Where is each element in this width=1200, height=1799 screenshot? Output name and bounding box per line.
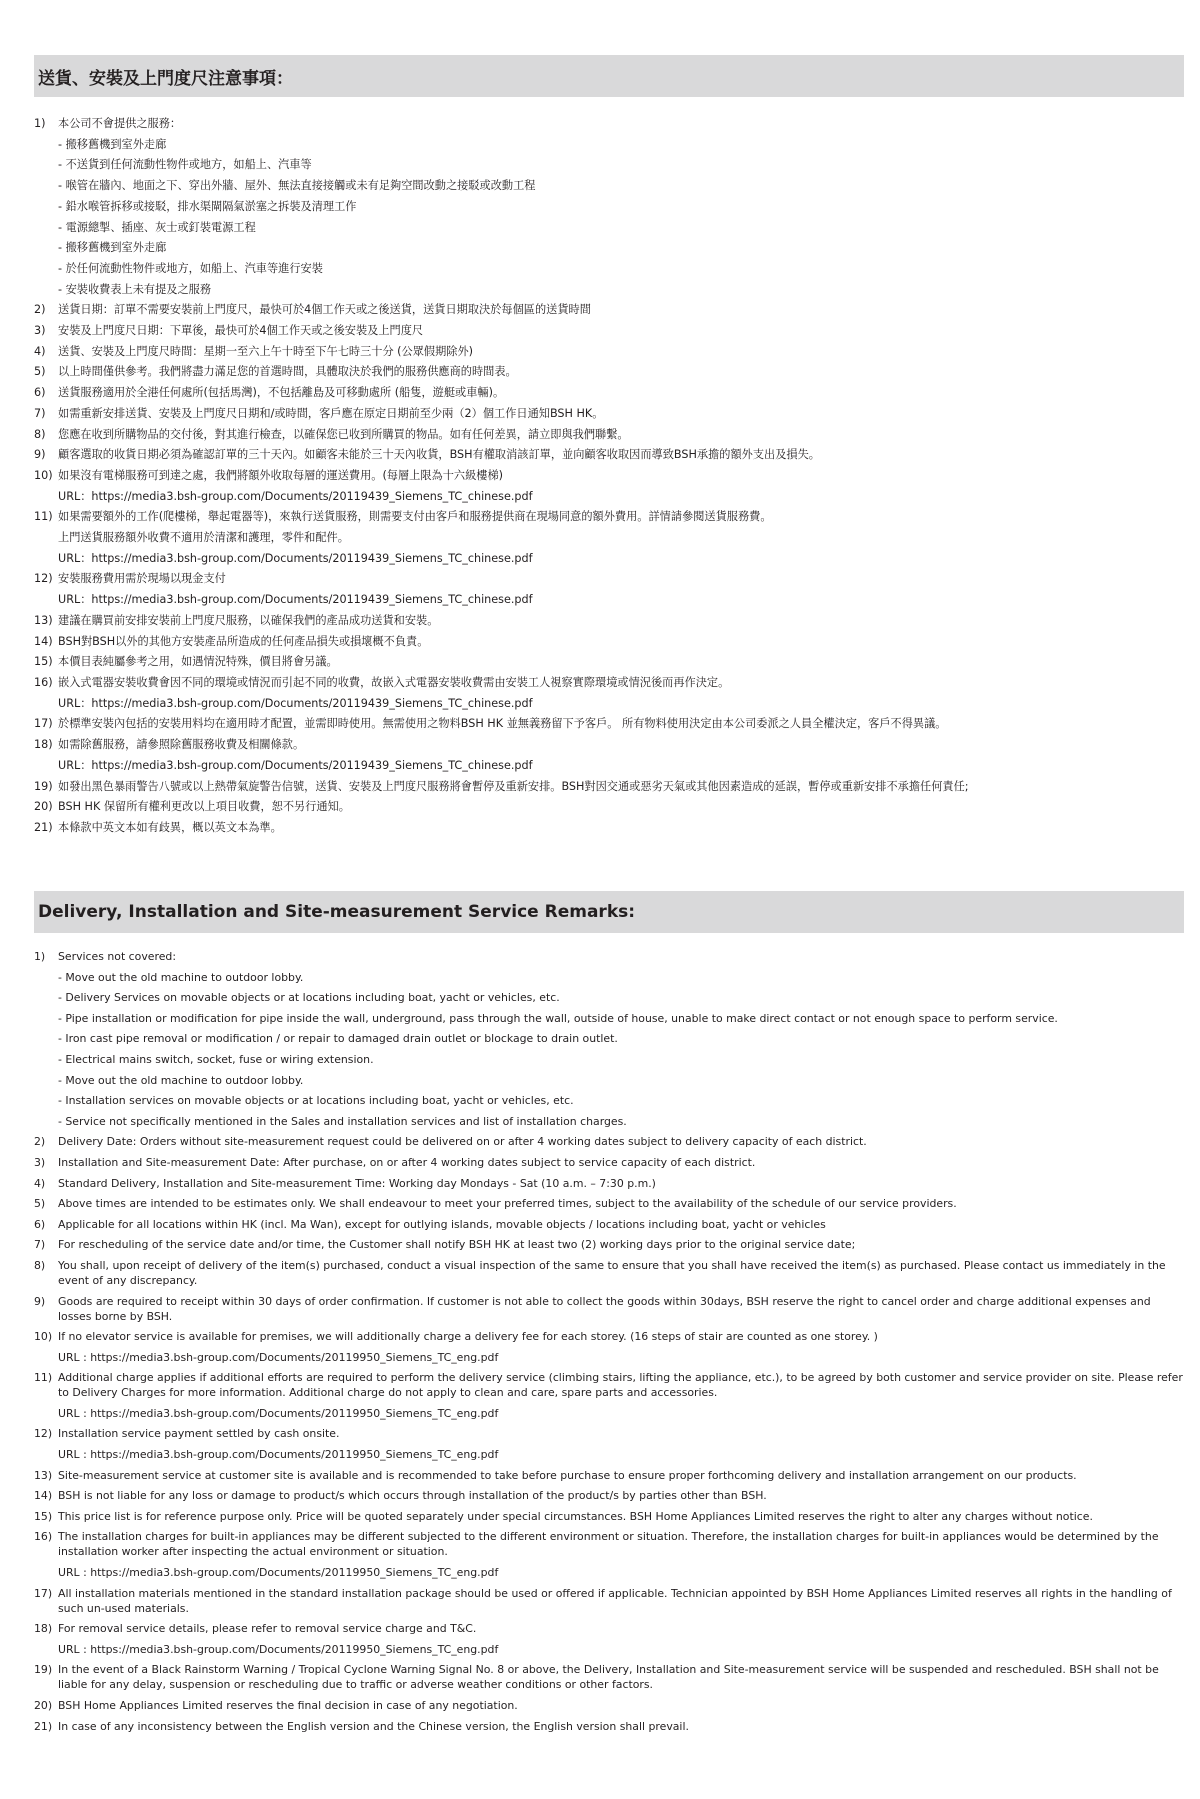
section-title: 送貨、安裝及上門度尺注意事項： <box>38 68 293 89</box>
list-item <box>34 970 1184 985</box>
list-item <box>34 445 1184 466</box>
list-item <box>34 1294 1184 1324</box>
item-text: URL：https://media3.bsh-group.com/Documents/20119439_Siemens_TC_chinese.pdf <box>58 758 533 772</box>
item-number: 3) <box>34 324 46 338</box>
list-item <box>34 176 1184 197</box>
list-item <box>34 1031 1184 1046</box>
item-text: 安裝及上門度尺日期：下單後，最快可於4個工作天或之後安裝及上門度尺 <box>58 324 424 338</box>
list-item <box>34 362 1184 383</box>
item-number: 1) <box>34 117 46 130</box>
list-item <box>34 1350 1184 1365</box>
section-header <box>34 55 1184 97</box>
list-item <box>34 735 1184 756</box>
item-text: URL : https://media3.bsh-group.com/Documents/20119950_Siemens_TC_eng.pdf <box>58 1448 499 1462</box>
item-number: 13) <box>34 613 53 627</box>
item-number <box>34 1093 58 1108</box>
item-text: - 搬移舊機到室外走廊 <box>58 241 167 255</box>
list-item <box>34 404 1184 425</box>
item-number: 7) <box>34 406 46 420</box>
list-item <box>34 611 1184 632</box>
list-item <box>34 1329 1184 1344</box>
item-number: 16) <box>34 1530 53 1544</box>
item-text: Applicable for all locations within HK (incl. Ma Wan), except for outlying islands, movable objects / locations including boat, yacht or vehicles <box>58 1217 826 1231</box>
item-number <box>34 1114 58 1129</box>
item-number: 16) <box>34 675 53 689</box>
item-text: In case of any inconsistency between the English version and the Chinese version, the English version shall prevail. <box>58 1719 689 1733</box>
section-header <box>34 891 1184 933</box>
list-item <box>34 1509 1184 1524</box>
remarks-list <box>34 114 1184 839</box>
list-item <box>34 1093 1184 1108</box>
item-number: 13) <box>34 1468 53 1482</box>
list-item <box>34 714 1184 735</box>
item-number: 5) <box>34 1197 46 1211</box>
item-number: 19) <box>34 1663 53 1677</box>
item-text: 嵌入式電器安裝收費會因不同的環境或情況而引起不同的收費，故嵌入式電器安裝收費需由安裝工人視察實際環境或情況後而再作決定。 <box>58 675 730 689</box>
item-text: 本價目表純屬參考之用，如遇情況特殊，價目將會另議。 <box>58 655 338 669</box>
item-text: - Electrical mains switch, socket, fuse or wiring extension. <box>58 1052 374 1066</box>
item-text: - 喉管在牆內、地面之下、穿出外牆、屋外、無法直接接觸或未有足夠空間改動之接駁或改動工程 <box>58 179 536 193</box>
item-text: - 安裝收費表上未有提及之服務 <box>58 282 212 296</box>
item-text: URL：https://media3.bsh-group.com/Documents/20119439_Siemens_TC_chinese.pdf <box>58 696 533 710</box>
list-item <box>34 949 1184 964</box>
list-item <box>34 990 1184 1005</box>
item-text: - Pipe installation or modification for pipe inside the wall, underground, pass through the wall, outside of house, unable to make direct contact or not enough space to perform service. <box>58 1011 1058 1025</box>
item-text: URL : https://media3.bsh-group.com/Documents/20119950_Siemens_TC_eng.pdf <box>58 1566 499 1580</box>
item-text: URL : https://media3.bsh-group.com/Documents/20119950_Siemens_TC_eng.pdf <box>58 1642 499 1656</box>
item-text: If no elevator service is available for premises, we will additionally charge a delivery fee for each storey. (16 steps of stair are counted as one storey. ) <box>58 1330 878 1344</box>
item-text: - Service not specifically mentioned in the Sales and installation services and list of installation charges. <box>58 1114 627 1128</box>
list-item <box>34 1237 1184 1252</box>
list-item <box>34 1134 1184 1149</box>
item-number <box>34 1031 58 1046</box>
item-text: Services not covered: <box>58 950 176 963</box>
item-text: BSH HK 保留所有權利更改以上項目收費，恕不另行通知。 <box>58 800 350 814</box>
list-item <box>34 259 1184 280</box>
item-text: 如需重新安排送貨、安裝及上門度尺日期和/或時間，客戶應在原定日期前至少兩（2）個工作日通知BSH HK。 <box>58 406 604 420</box>
list-item <box>34 487 1184 508</box>
list-item <box>34 466 1184 487</box>
item-number <box>34 218 58 239</box>
english-remarks-section <box>34 891 1184 1739</box>
item-text: This price list is for reference purpose only. Price will be quoted separately under special circumstances. BSH Home Appliances Limited reserves the right to alter any charges without notice. <box>58 1509 1093 1523</box>
item-number <box>34 197 58 218</box>
list-item <box>34 1468 1184 1483</box>
list-item <box>34 818 1184 839</box>
list-item <box>34 1529 1184 1559</box>
list-item <box>34 1258 1184 1288</box>
item-text: The installation charges for built-in appliances may be different subjected to the different environment or situation. Therefore, the installation charges for built-in appliances would be determined by the installation worker after inspecting the actual environment or situation. <box>58 1530 1159 1559</box>
item-number: 19) <box>34 779 53 793</box>
list-item <box>34 1426 1184 1441</box>
list-item <box>34 1447 1184 1462</box>
item-text: BSH is not liable for any loss or damage to product/s which occurs through installation of the product/s by parties other than BSH. <box>58 1489 767 1503</box>
item-text: 送貨日期：訂單不需要安裝前上門度尺，最快可於4個工作天或之後送貨，送貨日期取決於每個區的送貨時間 <box>58 303 591 317</box>
item-text: Site-measurement service at customer site is available and is recommended to take before purchase to ensure proper forthcoming delivery and installation arrangement on our products. <box>58 1468 1077 1482</box>
item-text: Installation service payment settled by cash onsite. <box>58 1427 340 1441</box>
item-text: BSH Home Appliances Limited reserves the final decision in case of any negotiation. <box>58 1699 518 1712</box>
list-item <box>34 1370 1184 1400</box>
list-item <box>34 777 1184 798</box>
list-item <box>34 632 1184 653</box>
item-number: 8) <box>34 1258 46 1272</box>
item-number: 10) <box>34 468 53 482</box>
list-item <box>34 114 1184 135</box>
item-number: 18) <box>34 738 53 752</box>
list-item <box>34 135 1184 156</box>
item-number: 4) <box>34 344 46 358</box>
item-text: 如果沒有電梯服務可到達之處，我們將額外收取每層的運送費用。(每層上限為十六級樓梯) <box>58 468 504 482</box>
item-number: 21) <box>34 1719 53 1733</box>
item-text: Installation and Site-measurement Date: After purchase, on or after 4 working dates subject to service capacity of each district. <box>58 1155 756 1169</box>
list-item <box>34 694 1184 715</box>
item-number: 2) <box>34 1135 46 1149</box>
item-number <box>34 1406 58 1421</box>
list-item <box>34 1406 1184 1421</box>
item-text: 於標準安裝內包括的安裝用料均在適用時才配置，並需即時使用。無需使用之物料BSH HK 並無義務留下予客戶。 所有物料使用決定由本公司委派之人員全權決定，客戶不得異議。 <box>58 717 947 731</box>
list-item <box>34 1114 1184 1129</box>
item-number <box>34 590 58 611</box>
item-number: 7) <box>34 1238 46 1252</box>
item-number: 20) <box>34 800 53 814</box>
item-number: 6) <box>34 386 46 400</box>
list-item <box>34 1565 1184 1580</box>
list-item <box>34 569 1184 590</box>
item-number <box>34 549 58 570</box>
item-text: 如發出黑色暴雨警告八號或以上熱帶氣旋警告信號，送貨、安裝及上門度尺服務將會暫停及重新安排。BSH對因交通或惡劣天氣或其他因素造成的延誤，暫停或重新安排不承擔任何責任; <box>58 779 969 793</box>
item-text: BSH對BSH以外的其他方安裝產品所造成的任何產品損失或損壞概不負責。 <box>58 634 429 648</box>
item-text: - 於任何流動性物件或地方，如船上、汽車等進行安裝 <box>58 261 323 275</box>
item-number: 14) <box>34 1489 53 1503</box>
item-number <box>34 528 58 549</box>
item-text: You shall, upon receipt of delivery of the item(s) purchased, conduct a visual inspection of the same to ensure that you shall have received the item(s) as purchased. Please contact us immediately in the event of any discrepancy. <box>58 1258 1166 1287</box>
item-number <box>34 487 58 508</box>
chinese-remarks-section <box>34 55 1184 839</box>
item-text: - 不送貨到任何流動性物件或地方，如船上、汽車等 <box>58 158 312 172</box>
list-item <box>34 280 1184 301</box>
list-item <box>34 1488 1184 1503</box>
item-number: 10) <box>34 1330 53 1344</box>
item-number <box>34 1447 58 1462</box>
remarks-list <box>34 949 1184 1734</box>
item-number <box>34 155 58 176</box>
list-item <box>34 797 1184 818</box>
list-item <box>34 1642 1184 1657</box>
item-number <box>34 176 58 197</box>
item-number: 8) <box>34 427 46 441</box>
item-text: URL : https://media3.bsh-group.com/Documents/20119950_Siemens_TC_eng.pdf <box>58 1406 499 1420</box>
item-text: URL : https://media3.bsh-group.com/Documents/20119950_Siemens_TC_eng.pdf <box>58 1350 499 1364</box>
item-number <box>34 1565 58 1580</box>
list-item <box>34 1662 1184 1692</box>
list-item <box>34 590 1184 611</box>
item-number: 11) <box>34 1371 53 1385</box>
item-text: Additional charge applies if additional efforts are required to perform the delivery service (climbing stairs, lifting the appliance, etc.), to be agreed by both customer and service provider on site. Please refer to Delivery Charges for more information. Additional charge do not apply to clean and care, spare parts and accessories. <box>58 1371 1183 1400</box>
list-item <box>34 321 1184 342</box>
item-number: 17) <box>34 717 53 731</box>
item-text: 本條款中英文本如有歧異，概以英文本為準。 <box>58 820 282 834</box>
list-item <box>34 218 1184 239</box>
item-text: 送貨、安裝及上門度尺時間：星期一至六上午十時至下午七時三十分 (公眾假期除外) <box>58 344 474 358</box>
item-number: 3) <box>34 1155 46 1169</box>
item-text: - Move out the old machine to outdoor lobby. <box>58 1073 304 1087</box>
item-text: 如果需要額外的工作(爬樓梯，舉起電器等)，來執行送貨服務，則需要支付由客戶和服務提供商在現場同意的額外費用。詳情請參閱送貨服務費。 <box>58 510 772 524</box>
list-item <box>34 756 1184 777</box>
item-number: 12) <box>34 572 53 586</box>
item-text: URL：https://media3.bsh-group.com/Documents/20119439_Siemens_TC_chinese.pdf <box>58 551 533 565</box>
item-number: 5) <box>34 365 46 379</box>
item-number: 17) <box>34 1586 53 1600</box>
list-item <box>34 238 1184 259</box>
item-text: - Installation services on movable objects or at locations including boat, yacht or vehicles, etc. <box>58 1094 574 1108</box>
list-item <box>34 1155 1184 1170</box>
item-text: Standard Delivery, Installation and Site-measurement Time: Working day Mondays - Sat (10 a.m. – 7:30 p.m.) <box>58 1176 656 1190</box>
item-number: 14) <box>34 634 53 648</box>
list-item <box>34 673 1184 694</box>
item-number: 9) <box>34 448 46 462</box>
item-text: - 鉛水喉管拆移或接駁，排水渠閘隔氣淤塞之拆裝及清理工作 <box>58 199 357 213</box>
item-text: - 電源總掣、插座、灰士或釘裝電源工程 <box>58 220 256 234</box>
item-text: For removal service details, please refer to removal service charge and T&C. <box>58 1622 477 1636</box>
section-title: Delivery, Installation and Site-measurement Service Remarks: <box>38 902 636 922</box>
list-item <box>34 1698 1184 1713</box>
item-text: - 搬移舊機到室外走廊 <box>58 137 167 151</box>
item-number <box>34 238 58 259</box>
item-text: - Delivery Services on movable objects or at locations including boat, yacht or vehicles, etc. <box>58 991 560 1005</box>
list-item <box>34 300 1184 321</box>
item-text: 送貨服務適用於全港任何處所(包括馬灣)，不包括離島及可移動處所 (船隻，遊艇或車輛)。 <box>58 386 505 400</box>
item-text: Goods are required to receipt within 30 days of order confirmation. If customer is not able to collect the goods within 30days, BSH reserve the right to cancel order and charge additional expenses and losses borne by BSH. <box>58 1294 1151 1323</box>
item-text: Delivery Date: Orders without site-measurement request could be delivered on or after 4 working dates subject to delivery capacity of each district. <box>58 1135 867 1149</box>
item-number: 20) <box>34 1699 53 1712</box>
item-number: 1) <box>34 950 46 963</box>
item-text: - Move out the old machine to outdoor lobby. <box>58 970 304 984</box>
list-item <box>34 425 1184 446</box>
item-text: For rescheduling of the service date and/or time, the Customer shall notify BSH HK at least two (2) working days prior to the original service date; <box>58 1238 856 1252</box>
item-text: URL：https://media3.bsh-group.com/Documents/20119439_Siemens_TC_chinese.pdf <box>58 593 533 607</box>
list-item <box>34 1586 1184 1616</box>
list-item <box>34 1176 1184 1191</box>
item-text: - Iron cast pipe removal or modification / or repair to damaged drain outlet or blockage to drain outlet. <box>58 1032 618 1046</box>
item-number <box>34 280 58 301</box>
item-number: 2) <box>34 303 46 317</box>
item-text: Above times are intended to be estimates only. We shall endeavour to meet your preferred times, subject to the availability of the schedule of our service providers. <box>58 1197 957 1211</box>
item-number <box>34 756 58 777</box>
item-number <box>34 694 58 715</box>
item-number <box>34 1011 58 1026</box>
item-number: 4) <box>34 1176 46 1190</box>
item-number <box>34 1642 58 1657</box>
list-item <box>34 342 1184 363</box>
item-number <box>34 1073 58 1088</box>
list-item <box>34 1217 1184 1232</box>
item-number: 18) <box>34 1622 53 1636</box>
list-item <box>34 507 1184 528</box>
item-number: 11) <box>34 510 53 524</box>
item-number <box>34 1052 58 1067</box>
item-number: 15) <box>34 1509 53 1523</box>
list-item <box>34 1719 1184 1734</box>
item-number: 9) <box>34 1294 46 1308</box>
item-number: 21) <box>34 820 53 834</box>
item-text: All installation materials mentioned in the standard installation package should be used or offered if applicable. Technician appointed by BSH Home Appliances Limited reserves all rights in the handling of such un-used materials. <box>58 1586 1172 1615</box>
item-text: 以上時間僅供參考。我們將盡力滿足您的首選時間，具體取決於我們的服務供應商的時間表。 <box>58 365 517 379</box>
item-number <box>34 990 58 1005</box>
list-item <box>34 652 1184 673</box>
item-text: 您應在收到所購物品的交付後，對其進行檢查，以確保您已收到所購買的物品。如有任何差異，請立即與我們聯繫。 <box>58 427 629 441</box>
item-text: 如需除舊服務，請參照除舊服務收費及相關條款。 <box>58 738 305 752</box>
item-text: 顧客選取的收貨日期必須為確認訂單的三十天內。如顧客未能於三十天內收貨，BSH有權取消該訂單，並向顧客收取因而導致BSH承擔的額外支出及損失。 <box>58 448 820 462</box>
item-number <box>34 1350 58 1365</box>
list-item <box>34 1196 1184 1211</box>
list-item <box>34 1011 1184 1026</box>
list-item <box>34 1052 1184 1067</box>
item-text: 上門送貨服務額外收費不適用於清潔和護理，零件和配件。 <box>58 531 349 545</box>
item-text: 本公司不會提供之服務： <box>58 117 182 130</box>
item-text: 建議在購買前安排安裝前上門度尺服務，以確保我們的產品成功送貨和安裝。 <box>58 613 439 627</box>
item-text: In the event of a Black Rainstorm Warning / Tropical Cyclone Warning Signal No. 8 or above, the Delivery, Installation and Site-measurement service will be suspended and rescheduled. BSH shall not be liable for any delay, suspension or rescheduling due to traffic or adverse weather conditions or other factors. <box>58 1663 1159 1692</box>
item-number: 6) <box>34 1217 46 1231</box>
item-number <box>34 970 58 985</box>
item-number: 12) <box>34 1427 53 1441</box>
list-item <box>34 528 1184 549</box>
item-number <box>34 135 58 156</box>
list-item <box>34 383 1184 404</box>
list-item <box>34 549 1184 570</box>
item-text: URL：https://media3.bsh-group.com/Documents/20119439_Siemens_TC_chinese.pdf <box>58 489 533 503</box>
list-item <box>34 155 1184 176</box>
list-item <box>34 1073 1184 1088</box>
item-number <box>34 259 58 280</box>
item-number: 15) <box>34 655 53 669</box>
list-item <box>34 1621 1184 1636</box>
list-item <box>34 197 1184 218</box>
item-text: 安裝服務費用需於現場以現金支付 <box>58 572 226 586</box>
